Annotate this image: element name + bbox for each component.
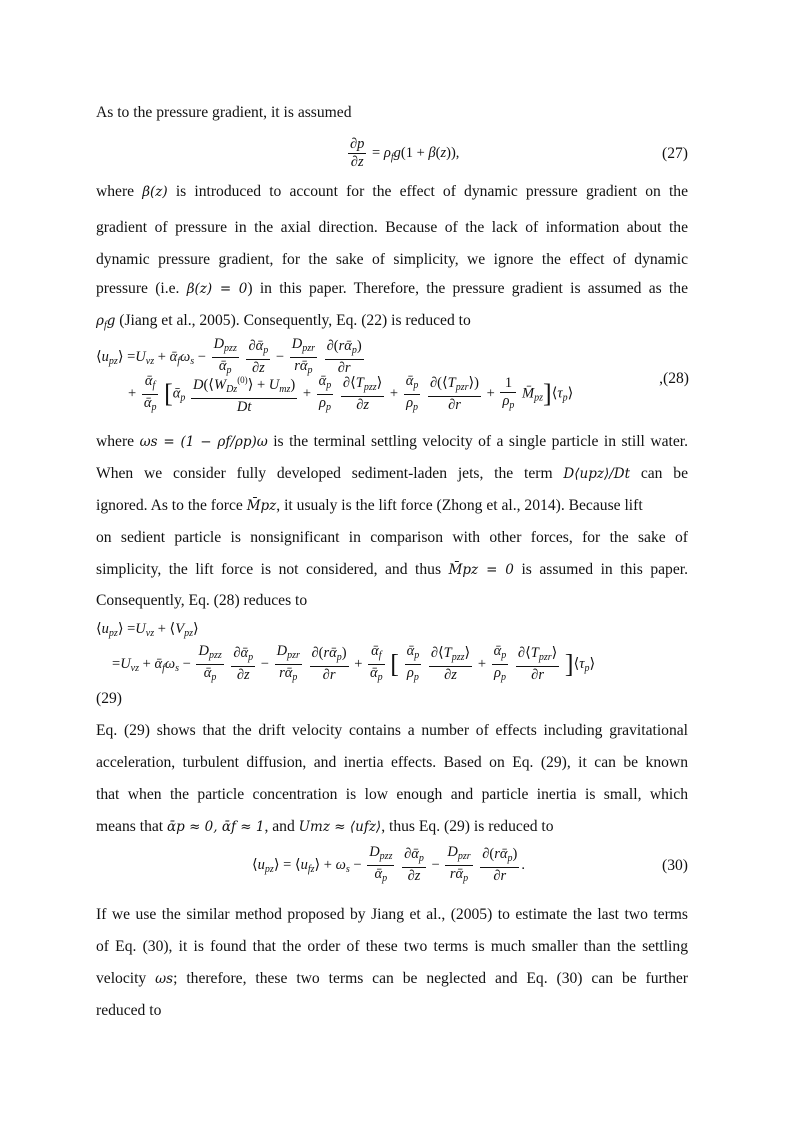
equation-number-30: (30) — [662, 857, 688, 874]
text-line: of Eq. (30), it is found that the order of these two terms is much smaller than the settling — [96, 938, 688, 955]
equation-number-28: ,(28) — [659, 370, 689, 387]
equation-29-line-2: $=U_{vz}$ + $ᾱ_f\omega_s$ − $\frac{D_{pzz}}{ᾱ_p}$ $\frac{\partial ᾱ_p}{\partial z}$ − $\frac{D_{pzr}}{rᾱ_p}$ $\frac{\partial(rᾱ_p)}{\partial r}$ + $\frac{ᾱ_f}{ᾱ_p}$ [ $\frac{ᾱ_p}{\rho_p}$ $\frac{\partial⟨T_{pzz}⟩}{\partial z}$ + $\frac{ᾱ_p}{\rho_p}$ $\frac{\partial⟨T_{pzr}⟩}{\partial r}$ ]$⟨\tau_p⟩$ — [112, 643, 596, 683]
text-line: As to the pressure gradient, it is assumed — [96, 104, 352, 121]
equation-number-29: (29) — [96, 690, 122, 707]
text-line: where β(z) is introduced to account for the effect of dynamic pressure gradient on the — [96, 183, 688, 200]
text-line: means that ᾱp ≈ 0, ᾱf ≈ 1, and Umz ≈ ⟨ufz⟩, thus Eq. (29) is reduced to — [96, 818, 554, 835]
text-line: When we consider fully developed sediment-laden jets, the term D⟨upz⟩/Dt can be — [96, 465, 689, 482]
text-line: ignored. As to the force M̄pz, it usualy is the lift force (Zhong et al., 2014). Because lift — [96, 497, 643, 514]
text-line: acceleration, turbulent diffusion, and inertia effects. Based on Eq. (29), it can be known — [96, 754, 688, 771]
text-line: Eq. (29) shows that the drift velocity contains a number of effects including gravitational — [96, 722, 688, 739]
text-line: on sedient particle is nonsignificant in comparison with other forces, for the sake of — [96, 529, 688, 546]
equation-29-line-1: $⟨u_{pz}⟩ =U_{vz}$ + $⟨V_{pz}⟩$ — [96, 621, 199, 639]
equation-number-27: (27) — [662, 145, 688, 162]
text-line: simplicity, the lift force is not considered, and thus M̄pz = 0 is assumed in this paper. — [96, 561, 688, 578]
equation-30: $⟨u_{pz}⟩$ = $⟨u_{fz}⟩ + \omega_s$ − $\frac{D_{pzz}}{ᾱ_p}$ $\frac{\partial ᾱ_p}{\partial z}$ − $\frac{D_{pzr}}{rᾱ_p}$ $\frac{\partial(rᾱ_p)}{\partial r}$ . — [252, 844, 525, 884]
text-line: dynamic pressure gradient, for the sake of simplicity, we ignore the effect of dynamic — [96, 251, 688, 268]
text-line: velocity ωs; therefore, these two terms can be neglected and Eq. (30) can be further — [96, 970, 688, 987]
text-line: where ωs = (1 − ρf/ρp)ω is the terminal settling velocity of a single particle in still water. — [96, 433, 688, 450]
text-line: reduced to — [96, 1002, 162, 1019]
equation-28-line-2: + $\frac{ᾱ_f}{ᾱ_p}$ [ᾱ$_p$ $\frac{D(⟨W_{Dz}^{(0)}⟩ + U_{mz})}{Dt}$ + $\frac{ᾱ_p}{\rho_p}$ $\frac{\partial⟨T_{pzz}⟩}{\partial z}$ + $\frac{ᾱ_p}{\rho_p}$ $\frac{\partial(⟨T_{pzr}⟩)}{\partial r}$ + $\frac{1}{\rho_p}$ $M̄_{pz}]⟨\tau_p⟩$ — [128, 372, 574, 415]
text-line: $\rho_fg$ (Jiang et al., 2005). Consequently, Eq. (22) is reduced to — [96, 312, 471, 331]
equation-27: $\frac{\partial p}{\partial z}$ = $\rho_fg(1 + \beta(z))$, — [350, 136, 460, 170]
text-line: Consequently, Eq. (28) reduces to — [96, 592, 308, 609]
text-line: If we use the similar method proposed by Jiang et al., (2005) to estimate the last two terms — [96, 906, 688, 923]
text-line: pressure (i.e. β(z) = 0) in this paper. Therefore, the pressure gradient is assumed as the — [96, 280, 689, 297]
text-line: that when the particle concentration is low enough and particle inertia is small, which — [96, 786, 688, 803]
text-line: gradient of pressure in the axial direction. Because of the lack of information about the — [96, 219, 688, 236]
equation-28-line-1: $⟨u_{pz}⟩ =U_{vz}$ + $ᾱ_f\omega_s$ − $\frac{D_{pzz}}{ᾱ_p}$ $\frac{\partial ᾱ_p}{\partial z}$ − $\frac{D_{pzr}}{rᾱ_p}$ $\frac{\partial(rᾱ_p)}{\partial r}$ — [96, 336, 362, 376]
